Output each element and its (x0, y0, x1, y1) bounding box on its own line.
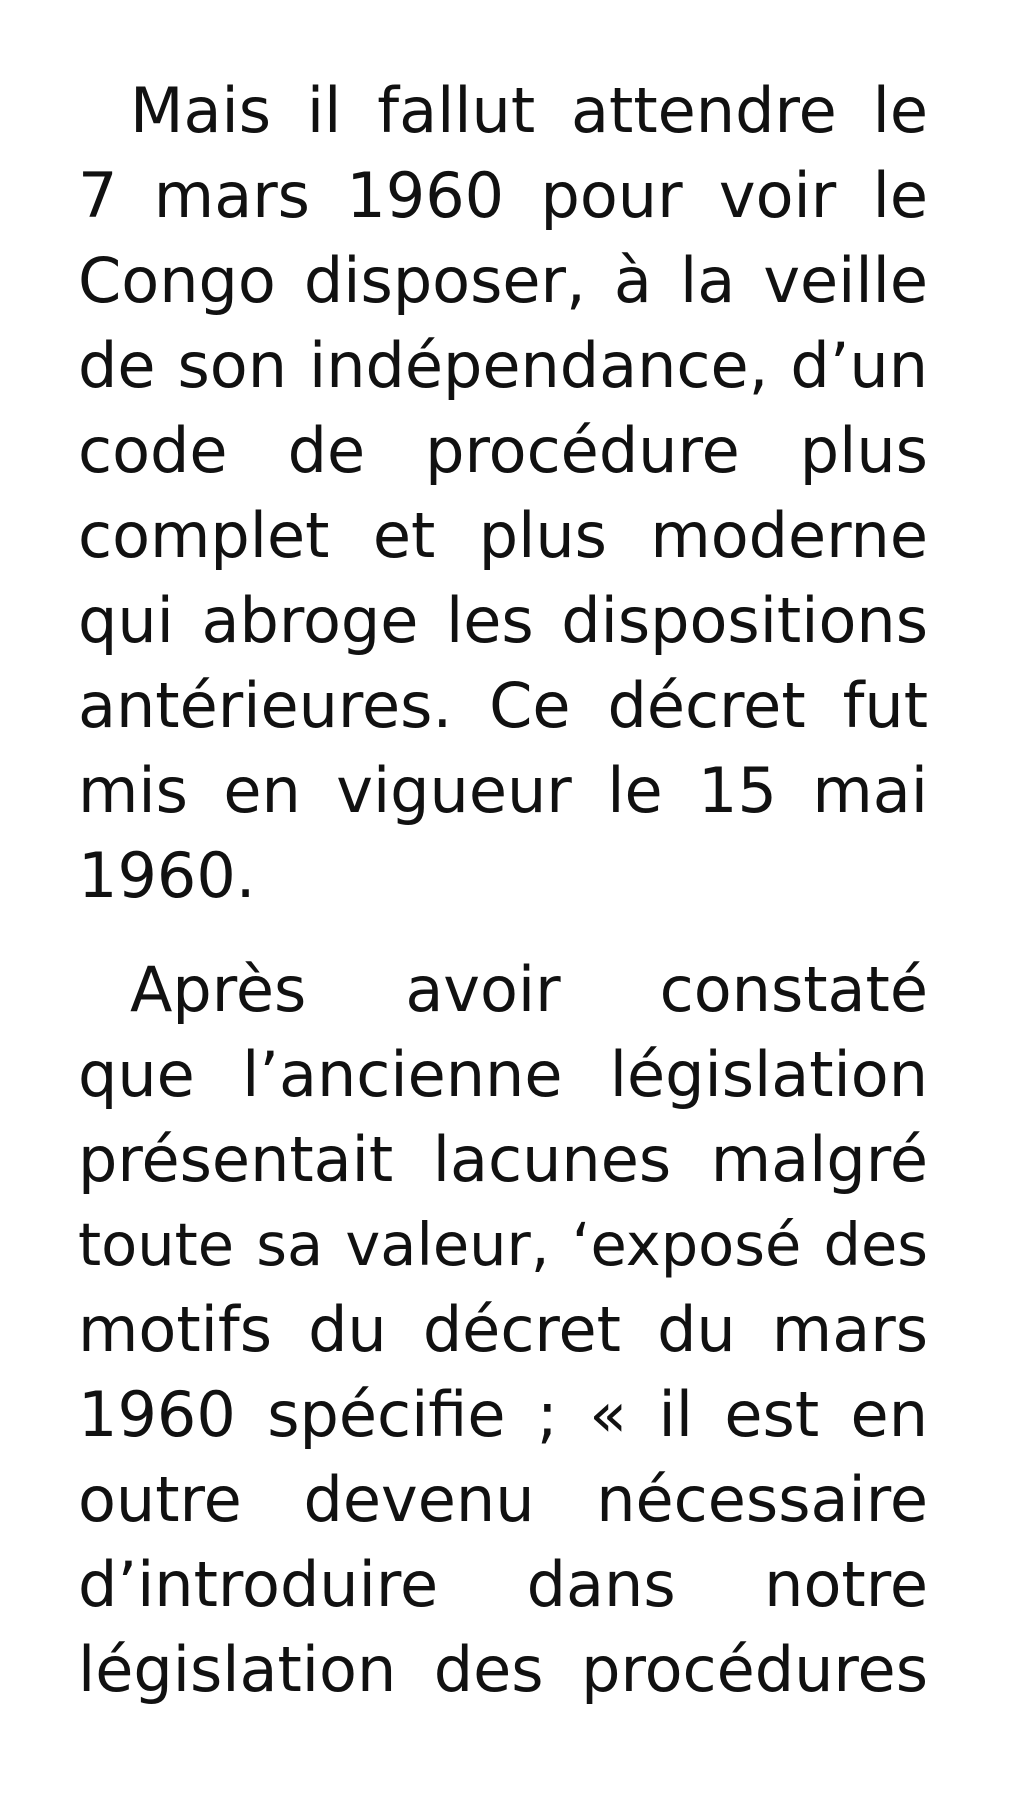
text-line: complet et plus moderne (78, 499, 928, 572)
text-line: code de procédure plus (78, 414, 928, 487)
text-line: 1960 spécifie ; « il est en (78, 1378, 928, 1451)
text-line: antérieures. Ce décret fut (78, 669, 928, 742)
paragraph-1 (78, 68, 928, 918)
paragraph-2 (78, 947, 928, 1712)
text-line: Congo disposer, à la veille (78, 244, 928, 317)
text-line: 7 mars 1960 pour voir le (78, 159, 928, 232)
text-line: Après avoir constaté (130, 953, 928, 1026)
text-line: législation des procédures (78, 1633, 928, 1706)
text-line: toute sa valeur, ‘exposé des (78, 1210, 928, 1279)
text-line: d’introduire dans notre (78, 1548, 928, 1621)
text-line: présentait lacunes malgré (78, 1123, 928, 1196)
text-line: qui abroge les dispositions (78, 584, 928, 657)
document-page (78, 68, 928, 1712)
text-line: Mais il fallut attendre le (130, 74, 928, 147)
text-line: motifs du décret du mars (78, 1293, 928, 1366)
text-line: que l’ancienne législation (78, 1038, 928, 1111)
text-line: outre devenu nécessaire (78, 1463, 928, 1536)
text-line: mis en vigueur le 15 mai (78, 754, 928, 827)
paragraph-spacer (78, 918, 928, 947)
text-line: de son indépendance, d’un (78, 329, 928, 402)
text-line: 1960. (78, 839, 256, 912)
